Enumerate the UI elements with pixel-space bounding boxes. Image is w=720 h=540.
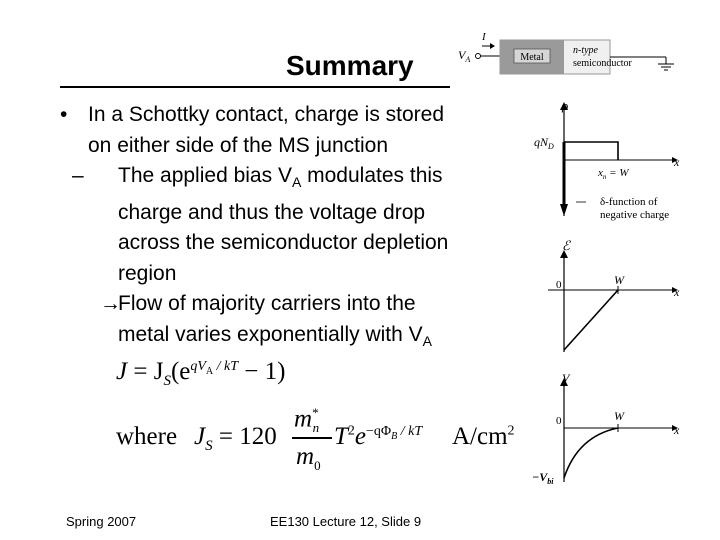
depletion-width-label: W	[614, 273, 624, 287]
potential-profile	[564, 428, 618, 478]
fraction-bar	[292, 437, 332, 439]
origin-label: 0	[556, 415, 562, 427]
eq-exponent	[366, 423, 423, 442]
semi-label: semiconductor	[573, 58, 632, 69]
bullet-line: charge and thus the voltage drop	[118, 200, 426, 224]
eq-text: (e	[170, 358, 191, 385]
bullet-line: In a Schottky contact, charge is stored	[88, 103, 445, 126]
x-axis-label: x	[674, 285, 680, 299]
vbi-label	[532, 470, 554, 486]
eq-symbol: m	[294, 405, 313, 433]
bullet-line: across the semiconductor depletion	[118, 231, 449, 255]
eq-text: / kT	[213, 358, 239, 374]
eq-text: = J	[127, 358, 164, 385]
text-run: −V	[532, 470, 548, 484]
eq-symbol: J	[116, 358, 128, 385]
eq-denominator	[296, 443, 321, 474]
eq-subscript: n	[312, 420, 320, 436]
equation-current	[116, 358, 285, 390]
eq-text: = 120	[212, 423, 277, 450]
arrow-icon: →	[100, 292, 121, 316]
eq-text	[334, 423, 422, 451]
subscript: A	[465, 55, 471, 64]
eq-superscript: 2	[507, 423, 515, 439]
x-axis-label: x	[674, 423, 680, 437]
eq-subscript: 0	[314, 458, 321, 473]
text-run: modulates this	[301, 164, 443, 187]
footer-slide-number: EE130 Lecture 12, Slide 9	[270, 514, 422, 529]
eq-text	[194, 423, 277, 455]
xn-label	[597, 167, 629, 181]
eq-text: where	[116, 423, 178, 450]
text-run: metal varies exponentially with V	[118, 322, 423, 346]
eq-exponent	[190, 358, 239, 377]
charge-density-plot	[534, 98, 680, 221]
charge-profile	[564, 142, 618, 160]
subscript: A	[291, 174, 302, 191]
va-label	[458, 48, 470, 64]
field-profile	[564, 290, 618, 350]
footer-date: Spring 2007	[66, 514, 137, 529]
delta-arrowhead	[560, 204, 568, 216]
subscript: D	[548, 142, 554, 151]
eq-subscript: S	[163, 373, 171, 389]
eq-text: qV	[190, 358, 206, 374]
current-label: I	[482, 31, 486, 43]
bullet-marker: •	[60, 103, 68, 126]
eq-symbol: J	[194, 423, 206, 450]
slide-title: Summary	[286, 50, 414, 81]
delta-note: negative charge	[600, 209, 670, 221]
electric-field-plot	[548, 238, 680, 352]
eq-symbol: m	[296, 443, 315, 470]
y-axis-label: ρ	[562, 98, 569, 113]
bullet-line: Flow of majority carriers into the	[118, 292, 416, 316]
text-run: V	[458, 48, 466, 62]
current-arrowhead	[490, 43, 495, 49]
subscript: n	[602, 173, 607, 181]
potential-plot	[532, 371, 680, 486]
eq-subscript: B	[391, 430, 398, 442]
eq-subscript: S	[205, 438, 213, 454]
ms-schematic	[458, 31, 674, 74]
eq-symbol: e	[354, 423, 367, 450]
eq-subscript: A	[205, 365, 214, 377]
depletion-width-label: W	[614, 409, 624, 423]
terminal-node	[476, 54, 481, 59]
origin-label: 0	[556, 279, 562, 291]
y-axis-label: ℰ	[562, 238, 570, 253]
x-axis-label: x	[674, 155, 680, 169]
subscript: A	[422, 332, 432, 349]
metal-label: Metal	[520, 52, 544, 63]
eq-symbol: T	[334, 423, 348, 450]
y-axis-label: V	[562, 371, 570, 385]
eq-numerator	[294, 405, 319, 436]
qnd-label	[534, 135, 554, 151]
eq-text: / kT	[397, 423, 423, 439]
eq-text: − 1)	[238, 358, 286, 385]
dash-marker: –	[72, 164, 84, 187]
text-run: qN	[534, 135, 549, 149]
eq-superscript: *	[312, 405, 319, 420]
schottky-diagram	[452, 26, 692, 496]
text-run: x	[598, 167, 603, 179]
delta-note: δ-function of	[600, 196, 658, 208]
bullet-line: on either side of the MS junction	[88, 133, 389, 157]
semi-label: n-type	[573, 45, 598, 56]
bullet-line: region	[118, 261, 177, 285]
eq-text: −qΦ	[366, 423, 392, 439]
subscript: bi	[547, 477, 554, 486]
text-run: = W	[606, 167, 629, 179]
title-underline	[60, 86, 450, 88]
text-run: The applied bias V	[118, 164, 292, 187]
eq-superscript: 2	[347, 423, 355, 439]
eq-text: A/cm	[452, 423, 508, 450]
